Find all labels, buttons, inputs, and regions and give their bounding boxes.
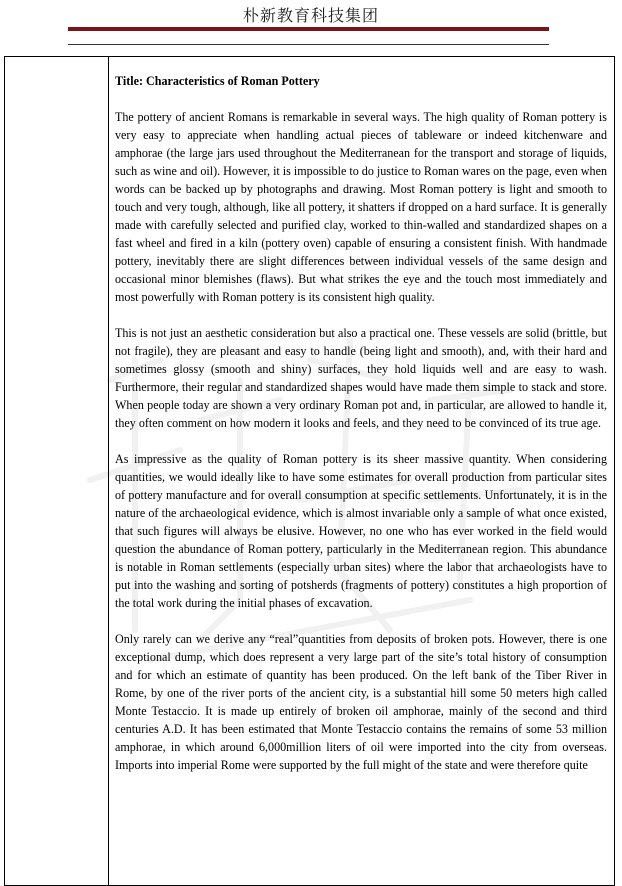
article-content bbox=[115, 72, 607, 792]
header-org-name: 朴新教育科技集团 bbox=[242, 6, 379, 25]
header-rule-thin bbox=[68, 44, 549, 45]
article-paragraph: The pottery of ancient Romans is remarkable in several ways. The high quality of Roman pottery is very easy to appreciate when handling actual pieces of tableware or indeed kitchenware and amphorae (the large jars used throughout the Mediterranean for the transport and storage of liquids, such as wine and oil). However, it is impossible to do justice to Roman wares on the page, even when words can be backed up by photographs and drawing. Most Roman pottery is light and smooth to touch and very tough, although, like all pottery, it shatters if dropped on a hard surface. It is generally made with carefully selected and purified clay, worked to thin-walled and standardized shapes on a fast wheel and fired in a kiln (pottery oven) capable of ensuring a consistent finish. With handmade pottery, inevitably there are slight differences between individual vessels of the same design and occasional minor blemishes (flaws). But what strikes the eye and the touch most immediately and most powerfully with Roman pottery is its consistent high quality. bbox=[115, 110, 607, 304]
article-paragraph: Only rarely can we derive any “real”quantities from deposits of broken pots. However, there is one exceptional dump, which does represent a very large part of the site’s total history of consumption and for which an estimate of quantity has been produced. On the left bank of the Tiber River in Rome, by one of the river ports of the ancient city, is a substantial hill some 50 meters high called Monte Testaccio. It is made up entirely of broken oil amphorae, mainly of the second and third centuries A.D. It has been estimated that Monte Testaccio contains the remains of some 53 million amphorae, in which around 6,000million liters of oil were imported into the city from overseas. Imports into imperial Rome were supported by the full might of the state and were therefore quite bbox=[115, 632, 607, 772]
article-paragraph: As impressive as the quality of Roman pottery is its sheer massive quantity. When considering quantities, we would ideally like to have some estimates for overall production from particular sites of pottery manufacture and for overall consumption at specific settlements. Unfortunately, it is in the nature of the archaeological evidence, which is almost invariable only a sample of what once existed, that such figures will always be elusive. However, no one who has ever worked in the field would question the abundance of Roman pottery, particularly in the Mediterranean region. This abundance is notable in Roman settlements (especially urban sites) where the labor that archaeologists have to put into the washing and sorting of potsherds (fragments of pottery) constitutes a high proportion of the total work during the initial phases of excavation. bbox=[115, 452, 607, 610]
article-paragraph: This is not just an aesthetic consideration but also a practical one. These vessels are solid (brittle, but not fragile), they are pleasant and easy to handle (being light and smooth), and, with their hard and sometimes glossy (smooth and shiny) surfaces, they hold liquids well and are easy to wash. Furthermore, their regular and standardized shapes would have made them simple to stack and store. When people today are shown a very ordinary Roman pot and, in particular, are allowed to handle it, they often comment on how modern it looks and feels, and they need to be convinced of its true age. bbox=[115, 326, 607, 430]
header-rule-thick bbox=[68, 27, 549, 31]
document-table bbox=[4, 56, 615, 886]
article-title: Title: Characteristics of Roman Pottery bbox=[115, 74, 320, 88]
left-column-cell bbox=[5, 57, 109, 885]
